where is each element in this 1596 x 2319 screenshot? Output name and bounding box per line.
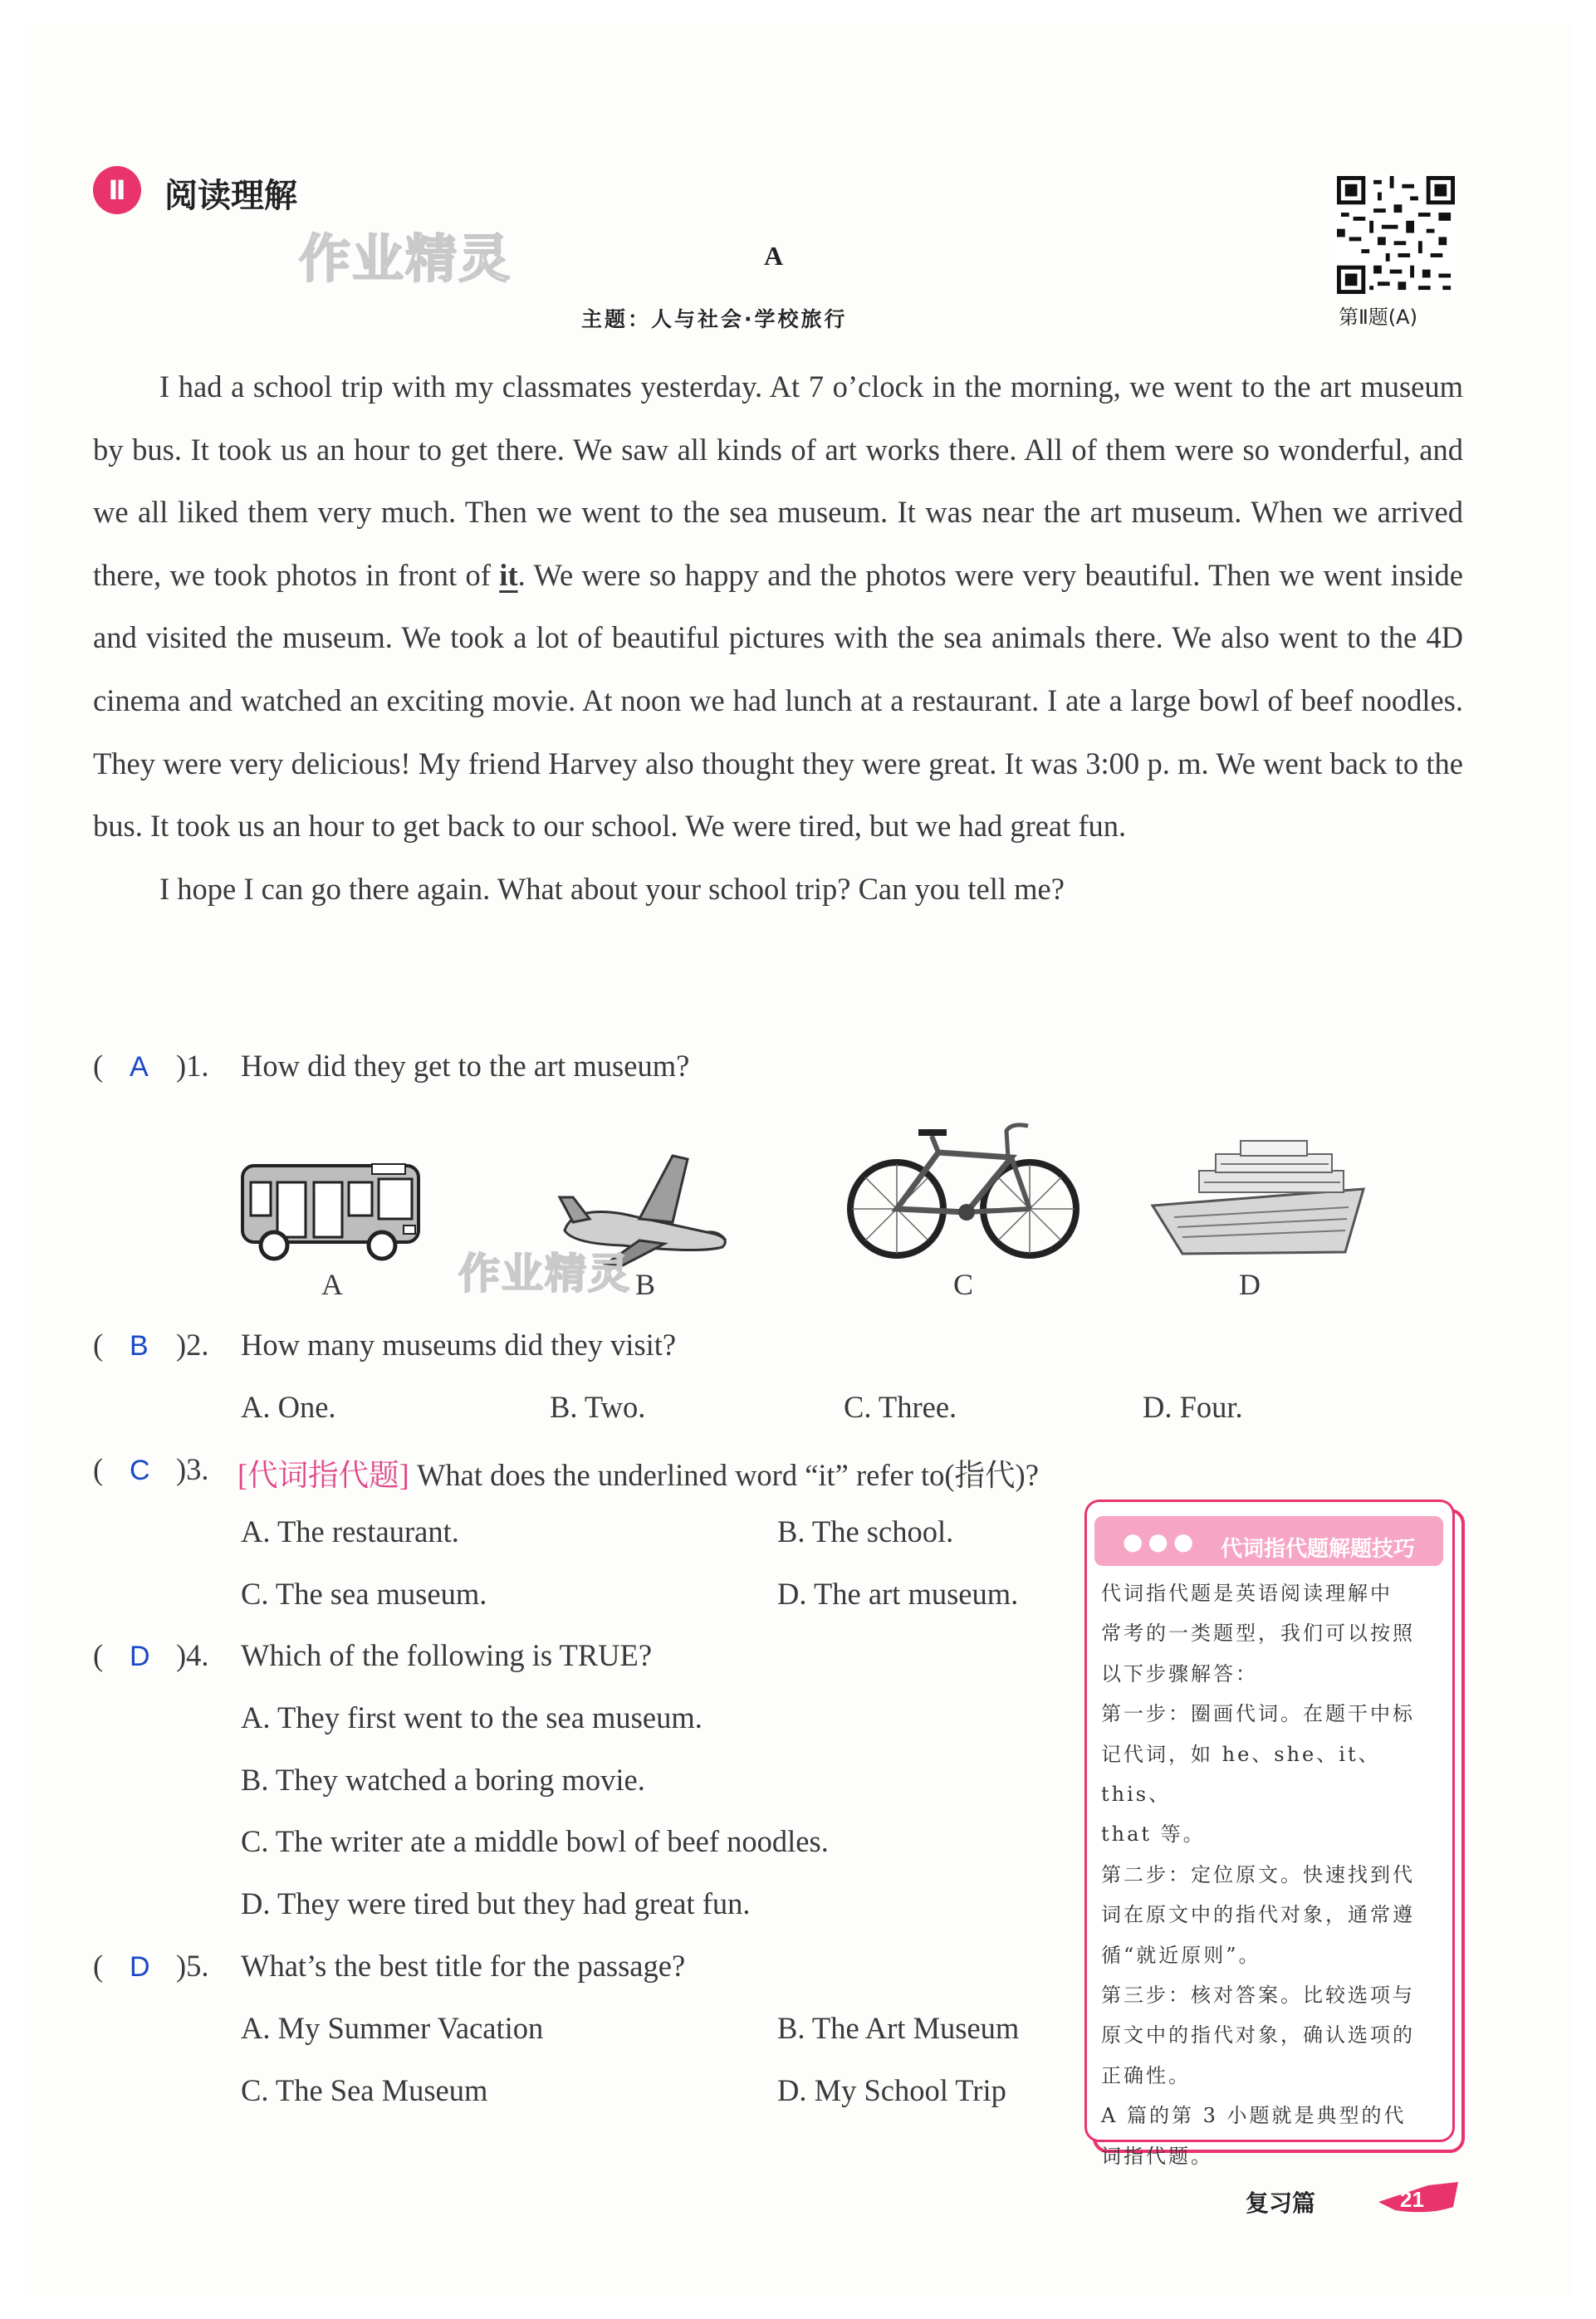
tip-line: 原文中的指代对象，确认选项的: [1101, 2023, 1415, 2047]
tip-line: A 篇的第 3 小题就是典型的代: [1101, 2104, 1407, 2128]
q4-option-c: C. The writer ate a middle bowl of beef noodles.: [241, 1824, 829, 1858]
image-option-c-label: C: [953, 1268, 974, 1301]
passage-topic: 主题：人与社会·学校旅行: [581, 307, 848, 331]
q5-paren: (: [93, 1949, 104, 1983]
tip-title: 代词指代题解题技巧: [1221, 1537, 1416, 1562]
tip-body: [1101, 1573, 1443, 2176]
q1-number: )1.: [176, 1049, 209, 1083]
image-option-a-label: A: [321, 1268, 343, 1301]
tip-line: 循“就近原则”。: [1101, 1943, 1261, 1967]
q2-answer: B: [130, 1330, 149, 1362]
q5-number: )5.: [176, 1949, 209, 1983]
q2-option-a: A. One.: [241, 1390, 336, 1424]
q3-option-c: C. The sea museum.: [241, 1577, 487, 1611]
footer-section: 复习篇: [1246, 2189, 1316, 2217]
q3-option-b: B. The school.: [777, 1514, 954, 1548]
q3-number: )3.: [176, 1452, 209, 1486]
q2-paren: (: [93, 1328, 104, 1362]
q3-paren: (: [93, 1452, 104, 1486]
tip-line: 常考的一类题型，我们可以按照: [1101, 1622, 1415, 1646]
tip-line: 第一步：圈画代词。在题干中标: [1101, 1702, 1415, 1726]
q5-option-b: B. The Art Museum: [777, 2011, 1020, 2045]
tip-line: 词在原文中的指代对象，通常遵: [1101, 1903, 1415, 1927]
q4-paren: (: [93, 1638, 104, 1672]
passage-paragraph-1: I had a school trip with my classmates yesterday. At 7 o’clock in the morning, we went to the art museum by bus. It took us an hour to get there. We saw all kinds of art works there. All of them were so wonderful, and we all liked them very much. Then we went to the sea museum. It was near the art museum. When we arrived there, we took photos in front of it. We were so happy and the photos were very beautiful. Then we went inside and visited the museum. We took a lot of beautiful pictures with the sea animals there. We also went to the 4D cinema and watched an exciting movie. At noon we had lunch at a restaurant. I ate a large bowl of beef noodles. They were very delicious! My friend Harvey also thought they were great. It was 3:00 p. m. We went back to the bus. It took us an hour to get back to our school. We were tired, but we had great fun.: [93, 369, 1463, 844]
q5-option-d: D. My School Trip: [777, 2073, 1006, 2107]
bus-icon: [237, 1161, 425, 1264]
page-number: 21: [1400, 2187, 1424, 2212]
q2-text: How many museums did they visit?: [241, 1328, 677, 1362]
watermark-2: 作业精灵: [458, 1250, 631, 1298]
tip-dots: ●●●: [1123, 1528, 1199, 1555]
q3-tag: [代词指代题]: [237, 1458, 409, 1492]
passage-letter: A: [764, 241, 784, 271]
q5-text: What’s the best title for the passage?: [241, 1949, 686, 1983]
ship-icon: [1149, 1137, 1367, 1260]
section-title: 阅读理解: [164, 177, 297, 215]
q4-option-d: D. They were tired but they had great fun.: [241, 1886, 751, 1920]
q4-answer: D: [130, 1641, 150, 1672]
tip-line: 正确性。: [1101, 2063, 1191, 2087]
q5-answer: D: [130, 1951, 150, 1983]
q2-number: )2.: [176, 1328, 209, 1362]
q1-paren: (: [93, 1049, 104, 1083]
underlined-it: it: [499, 557, 518, 592]
tip-line: that 等。: [1101, 1822, 1206, 1847]
q5-option-a: A. My Summer Vacation: [241, 2011, 544, 2045]
q1-text: How did they get to the art museum?: [241, 1049, 690, 1083]
tip-line: 第三步：核对答案。比较选项与: [1101, 1984, 1415, 2008]
tip-line: 记代词，如 he、she、it、this、: [1101, 1742, 1381, 1807]
q1-answer: A: [130, 1051, 149, 1083]
q4-text: Which of the following is TRUE?: [241, 1638, 653, 1672]
image-option-d-label: D: [1239, 1268, 1261, 1301]
q2-option-c: C. Three.: [844, 1390, 957, 1424]
image-option-b-label: B: [635, 1268, 656, 1301]
q2-option-b: B. Two.: [550, 1390, 646, 1424]
passage-paragraph-2: I hope I can go there again. What about your school trip? Can you tell me?: [159, 871, 1065, 906]
bicycle-icon: [845, 1111, 1083, 1260]
q3-text: What does the underlined word “it” refer to(指代)?: [416, 1458, 1039, 1492]
q2-option-d: D. Four.: [1143, 1390, 1243, 1424]
qr-code-icon: [1337, 176, 1455, 294]
q5-option-c: C. The Sea Museum: [241, 2073, 488, 2107]
qr-label: 第Ⅱ题(A): [1339, 306, 1417, 329]
tip-line: 词指代题。: [1101, 2144, 1213, 2168]
passage-body: [93, 355, 1463, 920]
q3-option-a: A. The restaurant.: [241, 1514, 459, 1548]
tip-line: 以下步骤解答：: [1101, 1661, 1258, 1685]
q3-option-d: D. The art museum.: [777, 1577, 1019, 1611]
tip-line: 代词指代题是英语阅读理解中: [1101, 1582, 1393, 1605]
q4-option-b: B. They watched a boring movie.: [241, 1763, 645, 1797]
q4-number: )4.: [176, 1638, 209, 1672]
watermark: 作业精灵: [299, 228, 512, 289]
q3-answer: C: [130, 1455, 150, 1486]
section-badge: Ⅱ: [93, 166, 141, 214]
tip-line: 第二步：定位原文。快速找到代: [1101, 1862, 1415, 1886]
q4-option-a: A. They first went to the sea museum.: [241, 1700, 703, 1734]
